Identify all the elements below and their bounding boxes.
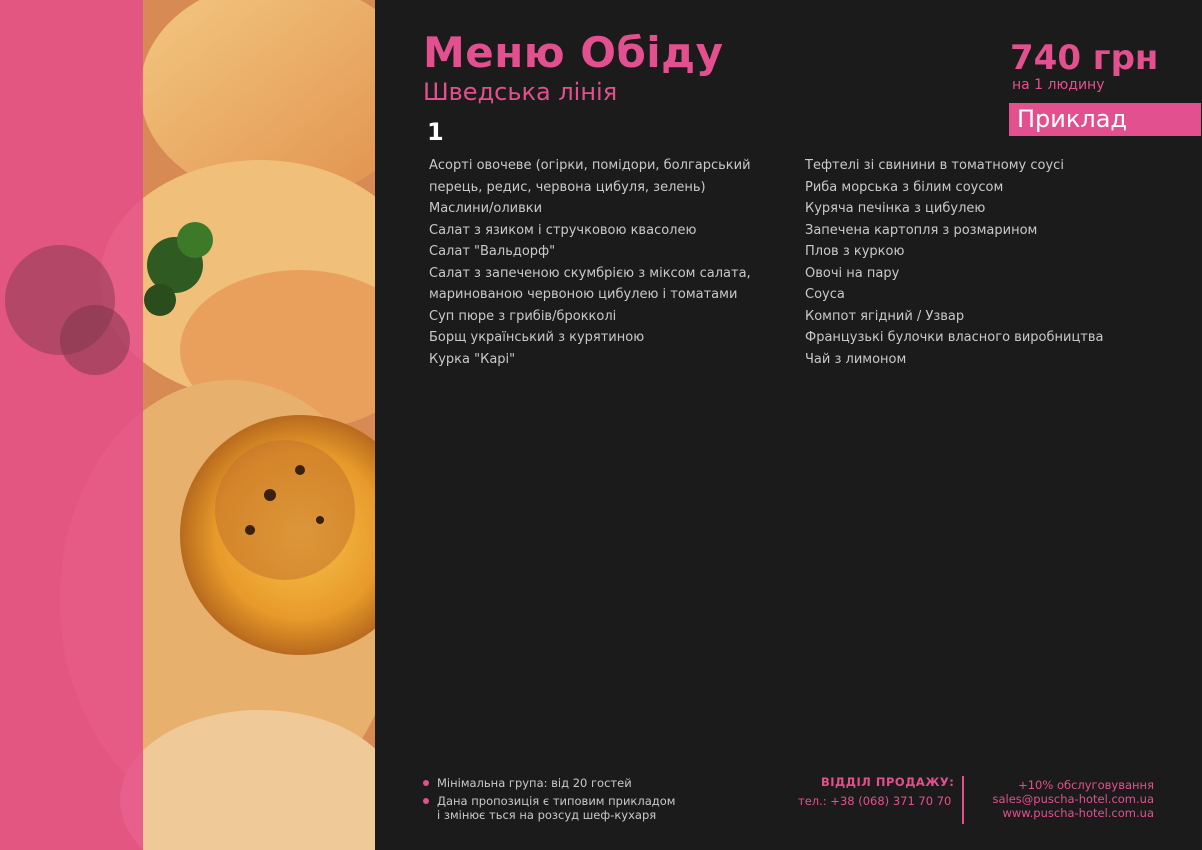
- menu-item: маринованою червоною цибулею і томатами: [429, 287, 738, 302]
- website-link[interactable]: www.puscha-hotel.com.ua: [1002, 806, 1154, 820]
- bullet-icon: [423, 780, 429, 786]
- note-text: Дана пропозиція є типовим прикладом: [437, 794, 676, 808]
- food-photo: [0, 0, 375, 850]
- footer-divider: [962, 776, 964, 824]
- menu-item: Риба морська з білим соусом: [805, 179, 1004, 195]
- menu-item: Куряча печінка з цибулею: [805, 201, 986, 216]
- menu-item: Борщ український з курятиною: [429, 330, 645, 345]
- menu-list-left: [429, 155, 769, 370]
- menu-item: Суп пюре з грибів/брокколі: [429, 308, 617, 324]
- note-item: [423, 794, 675, 822]
- price-per-person: на 1 людину: [1012, 77, 1105, 93]
- menu-item: Салат "Вальдорф": [429, 244, 556, 259]
- menu-item: Маслини/оливки: [429, 201, 543, 216]
- sales-title: ВІДДІЛ ПРОДАЖУ:: [821, 775, 955, 789]
- menu-title: Меню Обіду: [423, 28, 724, 77]
- menu-item: Салат з запеченою скумбрією з міксом салата,: [429, 265, 751, 281]
- bullet-icon: [423, 798, 429, 804]
- menu-item: Соуса: [805, 287, 845, 302]
- menu-item: Запечена картопля з розмарином: [805, 222, 1038, 238]
- email-link[interactable]: sales@puscha-hotel.com.ua: [992, 792, 1154, 806]
- menu-item: Компот ягідний / Узвар: [805, 308, 965, 324]
- note-item: [423, 776, 675, 790]
- menu-item: Французькі булочки власного виробництва: [805, 330, 1104, 345]
- menu-item: Салат з язиком і стручковою квасолею: [429, 222, 697, 238]
- footer-notes: [423, 776, 675, 826]
- price: 740 грн: [1010, 38, 1159, 78]
- note-text: Мінімальна група: від 20 гостей: [437, 776, 632, 790]
- menu-item: Асорті овочеве (огірки, помідори, болгарський: [429, 158, 751, 173]
- menu-item: Овочі на пару: [805, 265, 900, 281]
- service-fee: +10% обслуговування: [1018, 778, 1154, 792]
- menu-item: Чай з лимоном: [805, 351, 907, 367]
- menu-item: Курка "Карі": [429, 351, 516, 367]
- contact-info: [993, 778, 1155, 820]
- menu-content: [375, 0, 1202, 850]
- menu-item: Плов з куркою: [805, 244, 905, 259]
- note-text: і змінює ться на розсуд шеф-кухаря: [437, 808, 657, 822]
- example-badge: Приклад: [1009, 103, 1201, 136]
- menu-item: перець, редис, червона цибуля, зелень): [429, 179, 706, 195]
- menu-number: 1: [427, 118, 444, 146]
- menu-item: Тефтелі зі свинини в томатному соусі: [805, 158, 1064, 173]
- menu-list-right: [805, 155, 1145, 370]
- sales-phone[interactable]: тел.: +38 (068) 371 70 70: [798, 794, 952, 808]
- menu-subtitle: Шведська лінія: [423, 78, 618, 106]
